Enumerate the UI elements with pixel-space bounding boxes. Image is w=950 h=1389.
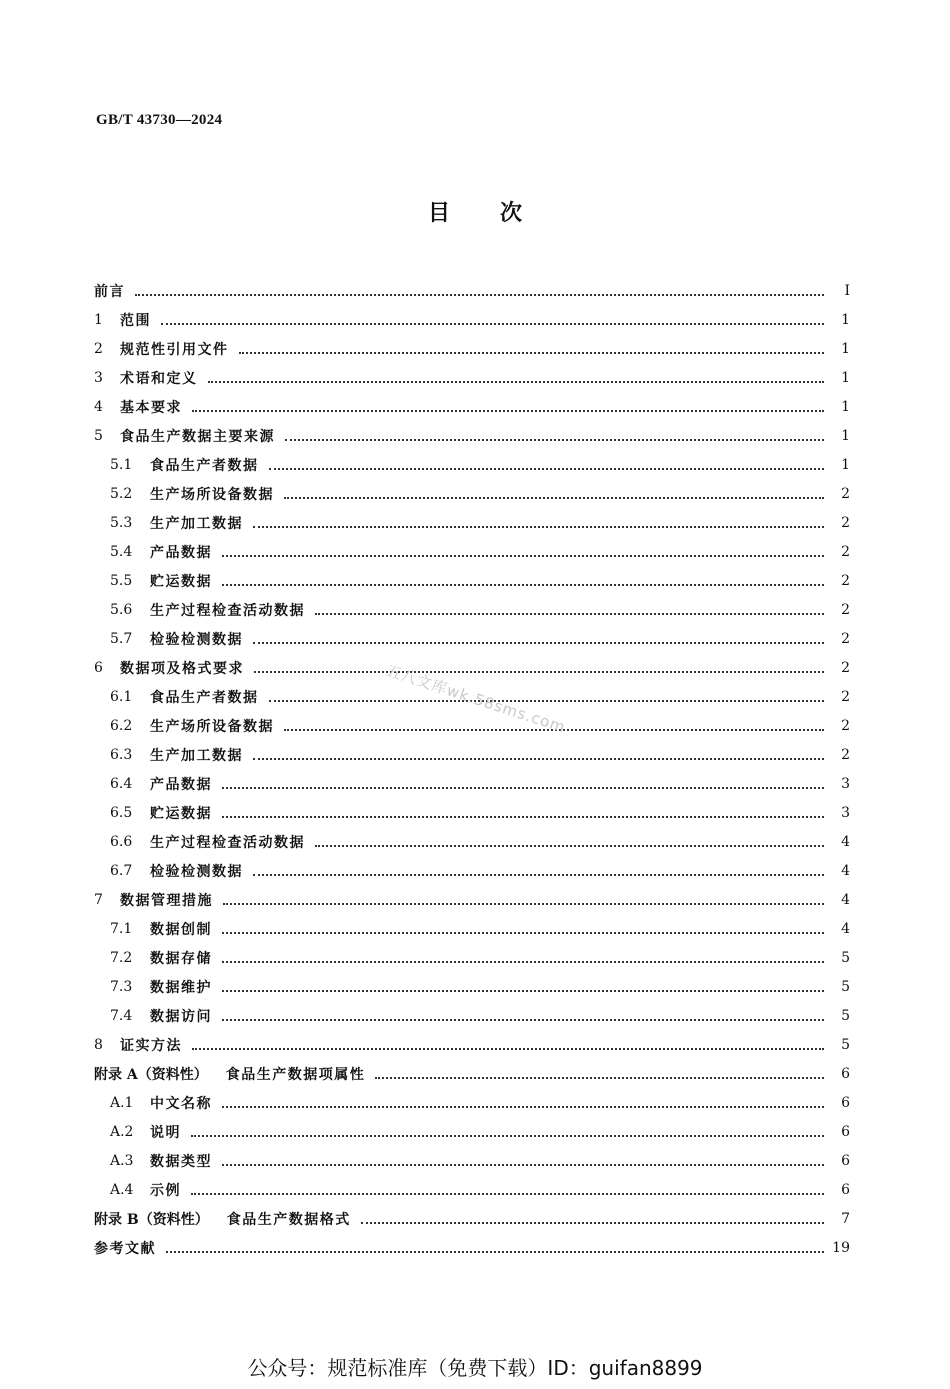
toc-entry-title: 前言 bbox=[94, 283, 125, 300]
toc-entry[interactable] bbox=[94, 1146, 850, 1175]
toc-entry-page: 1 bbox=[841, 398, 850, 415]
toc-entry-page: 4 bbox=[841, 920, 850, 937]
toc-leader-dots bbox=[222, 1150, 824, 1166]
toc-entry-number: A.2 bbox=[110, 1123, 134, 1140]
toc-leader-dots bbox=[361, 1208, 824, 1224]
toc-entry-title: 食品生产者数据 bbox=[150, 457, 259, 474]
toc-entry[interactable] bbox=[94, 566, 850, 595]
toc-entry-label bbox=[110, 803, 212, 823]
toc-entry-title: 数据存储 bbox=[150, 950, 212, 967]
toc-leader-dots bbox=[284, 483, 824, 499]
toc-entry-label bbox=[110, 832, 305, 852]
toc-entry-page: 1 bbox=[841, 311, 850, 328]
toc-entry[interactable] bbox=[94, 479, 850, 508]
toc-entry-number: 6.6 bbox=[110, 833, 133, 850]
toc-leader-dots bbox=[191, 1179, 824, 1195]
toc-entry[interactable] bbox=[94, 537, 850, 566]
toc-entry-label bbox=[94, 368, 198, 388]
toc-leader-dots bbox=[222, 570, 824, 586]
toc-entry-title: 数据管理措施 bbox=[120, 892, 213, 909]
toc-entry[interactable] bbox=[94, 1030, 850, 1059]
toc-entry-number: 7 bbox=[94, 891, 103, 908]
toc-entry[interactable] bbox=[94, 276, 850, 305]
toc-entry-page: 7 bbox=[841, 1210, 850, 1227]
toc-leader-dots bbox=[192, 396, 824, 412]
toc-entry-label bbox=[94, 310, 151, 330]
table-of-contents bbox=[94, 276, 850, 1262]
toc-entry-number: 7.3 bbox=[110, 978, 133, 995]
toc-entry-title: 数据创制 bbox=[150, 921, 212, 938]
toc-entry-label bbox=[110, 542, 212, 562]
toc-entry-number: 6.5 bbox=[110, 804, 133, 821]
toc-entry-number: A.4 bbox=[110, 1181, 134, 1198]
toc-entry-label bbox=[110, 1180, 181, 1200]
toc-entry[interactable] bbox=[94, 305, 850, 334]
toc-entry-page: 5 bbox=[841, 949, 850, 966]
toc-entry-title: 生产加工数据 bbox=[150, 747, 243, 764]
toc-entry-title: 参考文献 bbox=[94, 1240, 156, 1257]
toc-entry-page: 6 bbox=[841, 1123, 850, 1140]
toc-entry-label bbox=[94, 426, 275, 446]
toc-entry-number: 4 bbox=[94, 398, 103, 415]
toc-leader-dots bbox=[161, 309, 824, 325]
toc-entry-label bbox=[110, 1093, 212, 1113]
toc-entry-page: 19 bbox=[832, 1239, 850, 1256]
toc-entry[interactable] bbox=[94, 624, 850, 653]
toc-leader-dots bbox=[222, 918, 824, 934]
toc-entry-number: 3 bbox=[94, 369, 103, 386]
toc-entry-title: 基本要求 bbox=[120, 399, 182, 416]
toc-entry[interactable] bbox=[94, 972, 850, 1001]
toc-entry-number: 7.1 bbox=[110, 920, 133, 937]
toc-entry-title: 示例 bbox=[150, 1182, 181, 1199]
toc-entry-title: 产品数据 bbox=[150, 776, 212, 793]
toc-entry-number: 5.5 bbox=[110, 572, 133, 589]
toc-entry-title: 检验检测数据 bbox=[150, 863, 243, 880]
toc-entry[interactable] bbox=[94, 1204, 850, 1233]
toc-entry-page: 4 bbox=[841, 833, 850, 850]
toc-entry-page: 5 bbox=[841, 1036, 850, 1053]
toc-leader-dots bbox=[191, 1121, 824, 1137]
toc-entry[interactable] bbox=[94, 334, 850, 363]
toc-entry-page: 2 bbox=[841, 485, 850, 502]
toc-entry-number: A.1 bbox=[110, 1094, 134, 1111]
toc-entry[interactable] bbox=[94, 450, 850, 479]
toc-entry-label bbox=[94, 658, 244, 678]
toc-entry[interactable] bbox=[94, 595, 850, 624]
toc-entry-page: 2 bbox=[841, 543, 850, 560]
toc-leader-dots bbox=[285, 425, 824, 441]
toc-entry-label bbox=[110, 600, 305, 620]
toc-leader-dots bbox=[222, 541, 824, 557]
toc-entry-page: I bbox=[844, 282, 850, 299]
toc-entry[interactable] bbox=[94, 421, 850, 450]
toc-title: 目次 bbox=[427, 201, 572, 226]
toc-entry-label bbox=[94, 890, 213, 910]
toc-entry-page: 6 bbox=[841, 1181, 850, 1198]
toc-entry-title: 生产过程检查活动数据 bbox=[150, 602, 305, 619]
toc-entry-page: 1 bbox=[841, 340, 850, 357]
toc-entry-label bbox=[110, 1122, 181, 1142]
toc-entry[interactable] bbox=[94, 392, 850, 421]
toc-entry-number: 附录 A（资料性） bbox=[94, 1066, 208, 1083]
toc-entry[interactable] bbox=[94, 1059, 850, 1088]
toc-entry[interactable] bbox=[94, 943, 850, 972]
toc-entry-number: 5.4 bbox=[110, 543, 133, 560]
toc-leader-dots bbox=[135, 280, 824, 296]
toc-leader-dots bbox=[315, 599, 824, 615]
toc-leader-dots bbox=[222, 802, 824, 818]
toc-entry-label bbox=[110, 1006, 212, 1026]
toc-entry-title: 说明 bbox=[150, 1124, 181, 1141]
toc-entry[interactable] bbox=[94, 653, 850, 682]
toc-entry-page: 5 bbox=[841, 978, 850, 995]
toc-entry[interactable] bbox=[94, 1088, 850, 1117]
toc-entry-title: 检验检测数据 bbox=[150, 631, 243, 648]
toc-entry-title: 食品生产数据项属性 bbox=[225, 1066, 366, 1083]
toc-entry-label bbox=[110, 629, 243, 649]
toc-leader-dots bbox=[166, 1237, 824, 1253]
toc-entry[interactable] bbox=[94, 711, 850, 740]
toc-entry-number: 6.4 bbox=[110, 775, 133, 792]
toc-entry[interactable] bbox=[94, 914, 850, 943]
toc-entry-page: 6 bbox=[841, 1094, 850, 1111]
toc-entry-page: 6 bbox=[841, 1152, 850, 1169]
toc-entry-page: 3 bbox=[841, 775, 850, 792]
toc-entry-number: 6.1 bbox=[110, 688, 133, 705]
toc-entry-title: 数据访问 bbox=[150, 1008, 212, 1025]
toc-entry[interactable] bbox=[94, 1233, 850, 1262]
toc-entry-title: 数据类型 bbox=[150, 1153, 212, 1170]
toc-entry-label bbox=[110, 716, 274, 736]
toc-entry-number: 1 bbox=[94, 311, 103, 328]
toc-entry-number: 6.3 bbox=[110, 746, 133, 763]
toc-entry-label bbox=[110, 948, 212, 968]
toc-entry[interactable] bbox=[94, 1175, 850, 1204]
toc-entry[interactable] bbox=[94, 798, 850, 827]
toc-entry-title: 数据项及格式要求 bbox=[120, 660, 244, 677]
toc-entry-title: 证实方法 bbox=[120, 1037, 182, 1054]
toc-entry-number: 7.2 bbox=[110, 949, 133, 966]
toc-entry-title: 食品生产数据格式 bbox=[226, 1211, 351, 1228]
toc-entry-title: 术语和定义 bbox=[120, 370, 198, 387]
toc-entry-number: 5.3 bbox=[110, 514, 133, 531]
toc-entry-label bbox=[110, 1151, 212, 1171]
toc-entry-label bbox=[94, 1064, 365, 1084]
toc-entry-page: 2 bbox=[841, 659, 850, 676]
toc-leader-dots bbox=[222, 1092, 824, 1108]
toc-entry-number: 7.4 bbox=[110, 1007, 133, 1024]
toc-entry-title: 食品生产数据主要来源 bbox=[120, 428, 275, 445]
toc-entry[interactable] bbox=[94, 885, 850, 914]
toc-entry[interactable] bbox=[94, 363, 850, 392]
toc-entry-title: 生产加工数据 bbox=[150, 515, 243, 532]
toc-entry-title: 生产场所设备数据 bbox=[150, 486, 274, 503]
toc-entry-number: 5.7 bbox=[110, 630, 133, 647]
toc-entry-title: 产品数据 bbox=[150, 544, 212, 561]
toc-entry-page: 2 bbox=[841, 514, 850, 531]
watermark: 五八文库wk.58sms.com bbox=[383, 661, 568, 737]
toc-entry-page: 2 bbox=[841, 746, 850, 763]
toc-entry-page: 1 bbox=[841, 427, 850, 444]
toc-entry[interactable] bbox=[94, 508, 850, 537]
toc-entry-label bbox=[110, 571, 212, 591]
toc-entry-title: 贮运数据 bbox=[150, 573, 212, 590]
toc-entry-title: 贮运数据 bbox=[150, 805, 212, 822]
toc-entry-number: 6 bbox=[94, 659, 103, 676]
toc-leader-dots bbox=[254, 657, 824, 673]
toc-entry-page: 2 bbox=[841, 572, 850, 589]
toc-entry-label bbox=[110, 774, 212, 794]
toc-entry-page: 2 bbox=[841, 688, 850, 705]
toc-entry-number: 5 bbox=[94, 427, 103, 444]
toc-leader-dots bbox=[269, 686, 825, 702]
toc-entry-title: 中文名称 bbox=[150, 1095, 212, 1112]
toc-leader-dots bbox=[222, 976, 824, 992]
toc-entry-number: 5.1 bbox=[110, 456, 133, 473]
toc-entry[interactable] bbox=[94, 827, 850, 856]
toc-leader-dots bbox=[253, 744, 824, 760]
toc-leader-dots bbox=[269, 454, 825, 470]
standard-code: GB/T 43730—2024 bbox=[96, 112, 223, 128]
toc-entry-number: 5.2 bbox=[110, 485, 133, 502]
toc-entry-label bbox=[110, 513, 243, 533]
toc-entry-number: A.3 bbox=[110, 1152, 134, 1169]
toc-entry-title: 范围 bbox=[120, 312, 151, 329]
toc-leader-dots bbox=[192, 1034, 824, 1050]
toc-entry-label bbox=[94, 281, 125, 301]
toc-leader-dots bbox=[253, 512, 824, 528]
toc-entry-title: 数据维护 bbox=[150, 979, 212, 996]
toc-entry-page: 3 bbox=[841, 804, 850, 821]
toc-entry-number: 5.6 bbox=[110, 601, 133, 618]
toc-entry[interactable] bbox=[94, 1117, 850, 1146]
toc-entry-page: 2 bbox=[841, 601, 850, 618]
toc-leader-dots bbox=[253, 628, 824, 644]
toc-entry-page: 6 bbox=[841, 1065, 850, 1082]
toc-entry-title: 生产过程检查活动数据 bbox=[150, 834, 305, 851]
toc-entry-label bbox=[94, 339, 229, 359]
toc-leader-dots bbox=[222, 947, 824, 963]
toc-entry-title: 生产场所设备数据 bbox=[150, 718, 274, 735]
toc-entry-page: 2 bbox=[841, 717, 850, 734]
toc-entry-title: 规范性引用文件 bbox=[120, 341, 229, 358]
toc-leader-dots bbox=[208, 367, 825, 383]
toc-leader-dots bbox=[223, 889, 824, 905]
toc-entry-label bbox=[110, 861, 243, 881]
toc-entry-label bbox=[110, 919, 212, 939]
toc-entry-page: 1 bbox=[841, 369, 850, 386]
toc-leader-dots bbox=[375, 1063, 824, 1079]
toc-leader-dots bbox=[253, 860, 824, 876]
toc-entry-page: 4 bbox=[841, 862, 850, 879]
toc-entry[interactable] bbox=[94, 769, 850, 798]
toc-entry-label bbox=[94, 397, 182, 417]
toc-entry-number: 6.2 bbox=[110, 717, 133, 734]
toc-entry-number: 8 bbox=[94, 1036, 103, 1053]
toc-entry-label bbox=[110, 745, 243, 765]
toc-entry[interactable] bbox=[94, 856, 850, 885]
toc-entry[interactable] bbox=[94, 740, 850, 769]
toc-entry-label bbox=[110, 455, 259, 475]
toc-entry-page: 4 bbox=[841, 891, 850, 908]
toc-entry-label bbox=[110, 977, 212, 997]
toc-entry-label bbox=[94, 1238, 156, 1258]
toc-entry-label bbox=[110, 484, 274, 504]
footer-note: 公众号：规范标准库（免费下载）ID：guifan8899 bbox=[247, 1356, 703, 1380]
toc-entry-number: 附录 B（资料性） bbox=[94, 1211, 209, 1228]
toc-entry-number: 6.7 bbox=[110, 862, 133, 879]
toc-entry-title: 食品生产者数据 bbox=[150, 689, 259, 706]
toc-leader-dots bbox=[315, 831, 824, 847]
toc-entry-page: 1 bbox=[841, 456, 850, 473]
toc-entry[interactable] bbox=[94, 1001, 850, 1030]
toc-entry-label bbox=[94, 1035, 182, 1055]
toc-entry-page: 2 bbox=[841, 630, 850, 647]
toc-entry-page: 5 bbox=[841, 1007, 850, 1024]
toc-leader-dots bbox=[222, 1005, 824, 1021]
toc-leader-dots bbox=[239, 338, 825, 354]
toc-entry-label bbox=[94, 1209, 351, 1229]
toc-entry-label bbox=[110, 687, 259, 707]
toc-entry-number: 2 bbox=[94, 340, 103, 357]
toc-leader-dots bbox=[222, 773, 824, 789]
